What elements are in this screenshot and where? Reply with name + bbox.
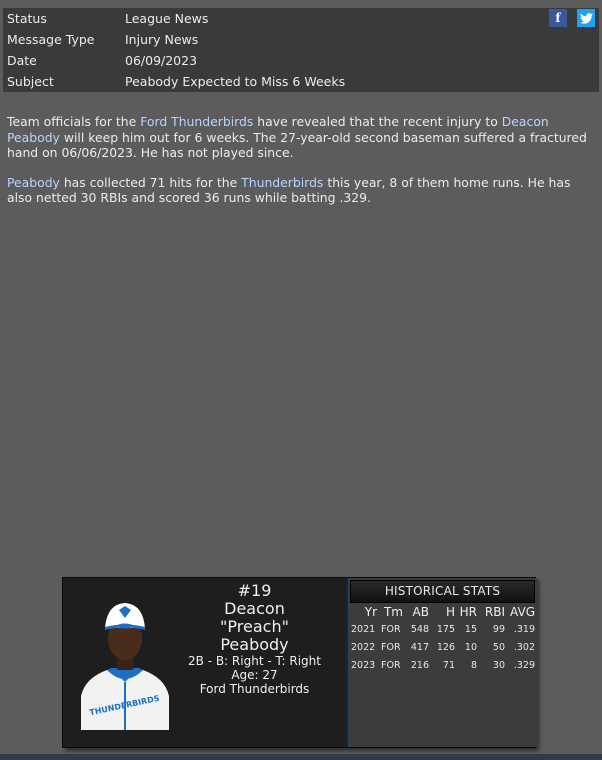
col-header-ab[interactable]: AB (412, 605, 429, 619)
stat-ab: 548 (410, 623, 429, 635)
player-photo[interactable] (79, 598, 171, 730)
team-link[interactable]: Thunderbirds (241, 174, 324, 190)
status-row (3, 8, 599, 29)
player-team[interactable]: Ford Thunderbirds (199, 682, 310, 696)
stat-rbi: 50 (492, 641, 505, 653)
stat-hr: 15 (464, 623, 477, 635)
stat-avg: .319 (513, 623, 535, 635)
player-number: #19 (237, 581, 272, 600)
stat-year: 2022 (351, 641, 376, 653)
twitter-bird-icon (580, 13, 593, 24)
stat-h: 175 (436, 623, 455, 635)
stat-year: 2023 (351, 659, 376, 671)
article-body (7, 114, 595, 220)
stat-avg: .329 (513, 659, 535, 671)
player-position-bats-throws: 2B - B: Right - T: Right (188, 654, 321, 668)
article-paragraph-1 (7, 114, 595, 161)
player-nickname: "Preach" (220, 617, 289, 636)
col-header-h[interactable]: H (445, 605, 455, 619)
text-segment: this year, 8 of them home runs. He has also netted 30 RBIs and scored 36 runs while batting .329. (7, 174, 571, 205)
stats-row (349, 656, 537, 674)
stat-ab: 216 (410, 659, 429, 671)
text-segment: has collected 71 hits for the (59, 174, 242, 190)
text-segment: have revealed that the recent injury to (253, 114, 502, 129)
stat-team: FOR (381, 641, 401, 653)
player-first-name[interactable]: Deacon (224, 599, 285, 618)
stats-header-row (349, 604, 537, 620)
status-label: Status (7, 11, 47, 26)
stat-team: FOR (381, 623, 401, 635)
text-segment: will keep him out for 6 weeks. The 27-year-old second baseman suffered a fractured hand on 06/06/2023. He has not played since. (7, 129, 587, 160)
player-info (183, 582, 326, 696)
player-link[interactable]: Peabody (7, 174, 60, 190)
stat-avg: .302 (513, 641, 535, 653)
stat-h: 71 (442, 659, 455, 671)
col-header-rbi[interactable]: RBI (484, 605, 505, 619)
player-card (62, 577, 536, 748)
status-value: League News (125, 11, 209, 26)
text-segment: Team officials for the (7, 114, 141, 129)
col-header-avg[interactable]: AVG (510, 605, 535, 619)
team-link[interactable]: Ford Thunderbirds (140, 114, 254, 129)
stats-row (349, 638, 537, 656)
facebook-share-icon[interactable]: f (549, 9, 567, 27)
message-header (3, 8, 599, 92)
message-type-label: Message Type (7, 32, 95, 47)
stat-hr: 10 (464, 641, 477, 653)
col-header-tm[interactable]: Tm (383, 605, 403, 619)
col-header-yr[interactable]: Yr (364, 605, 377, 619)
message-type-row (3, 29, 599, 50)
player-age: Age: 27 (231, 668, 278, 682)
stat-year: 2021 (351, 623, 376, 635)
stat-rbi: 30 (492, 659, 505, 671)
historical-stats-table (349, 604, 537, 674)
article-paragraph-2 (7, 175, 595, 206)
stat-hr: 8 (470, 659, 477, 671)
stat-h: 126 (436, 641, 455, 653)
stat-team: FOR (381, 659, 401, 671)
subject-row (3, 71, 599, 92)
player-portrait-image (79, 598, 171, 730)
stats-row (349, 620, 537, 638)
player-last-name[interactable]: Peabody (220, 635, 289, 654)
twitter-share-icon[interactable] (577, 9, 595, 27)
message-type-value: Injury News (125, 32, 199, 47)
stat-ab: 417 (410, 641, 429, 653)
subject-label: Subject (7, 74, 54, 89)
subject-value: Peabody Expected to Miss 6 Weeks (125, 74, 346, 89)
date-value: 06/09/2023 (125, 53, 198, 68)
jersey-lettering: THUNDERBIRDS (88, 693, 161, 718)
date-row (3, 50, 599, 71)
date-label: Date (7, 53, 37, 68)
stat-rbi: 99 (492, 623, 505, 635)
player-link[interactable]: Deacon Peabody (7, 114, 549, 145)
bottom-bar (0, 754, 602, 760)
historical-stats-title: HISTORICAL STATS (350, 580, 535, 603)
col-header-hr[interactable]: HR (459, 605, 477, 619)
historical-stats-panel (346, 578, 537, 747)
